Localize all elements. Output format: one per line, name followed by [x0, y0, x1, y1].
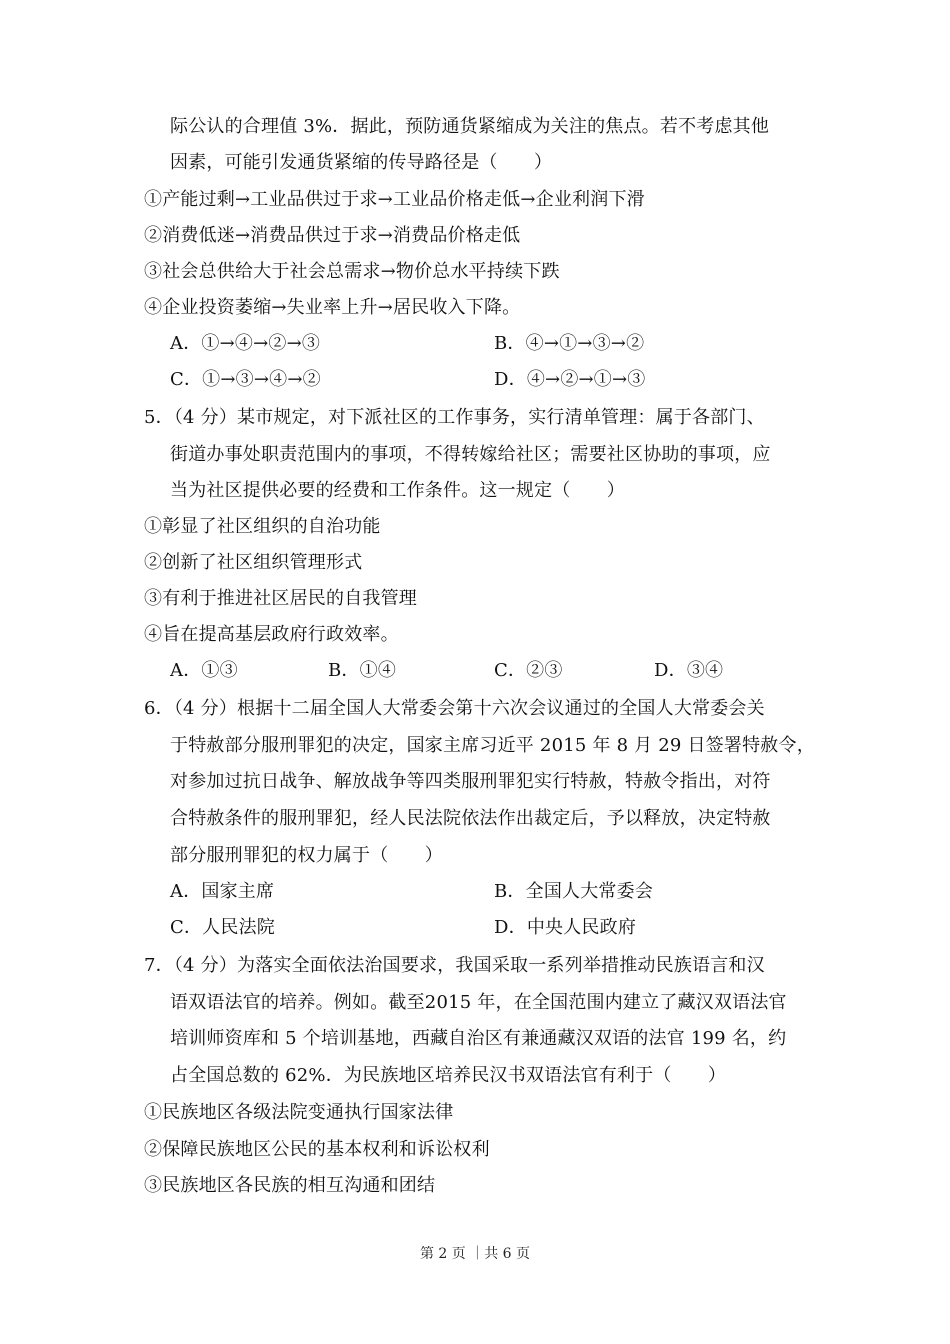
q6-option-b: B．全国人大常委会: [494, 881, 654, 902]
q5-item-3: ③有利于推进社区居民的自我管理: [144, 588, 417, 609]
q5-option-d: D．③④: [654, 660, 724, 681]
q7-item-1: ①民族地区各级法院变通执行国家法律: [144, 1102, 454, 1123]
q7-stem-line-1: 7．（4 分）为落实全面依法治国要求，我国采取一系列举措推动民族语言和汉: [144, 955, 765, 976]
q4-item-4: ④企业投资萎缩→失业率上升→居民收入下降。: [144, 297, 521, 318]
q6-option-d: D．中央人民政府: [494, 917, 637, 938]
q6-stem-line-2: 于特赦部分服刑罪犯的决定，国家主席习近平 2015 年 8 月 29 日签署特赦令，: [170, 735, 815, 756]
q4-item-2: ②消费低迷→消费品供过于求→消费品价格走低: [144, 225, 521, 246]
q4-option-d: D．④→②→①→③: [494, 369, 646, 390]
q5-option-a: A．①③: [170, 660, 238, 681]
q6-stem-line-5: 部分服刑罪犯的权力属于（ ）: [170, 845, 443, 866]
q4-item-3: ③社会总供给大于社会总需求→物价总水平持续下跌: [144, 261, 560, 282]
q4-item-1: ①产能过剩→工业品供过于求→工业品价格走低→企业利润下滑: [144, 189, 645, 210]
q7-stem-line-3: 培训师资库和 5 个培训基地，西藏自治区有兼通藏汉双语的法官 199 名，约: [170, 1028, 787, 1049]
q6-stem-line-1: 6．（4 分）根据十二届全国人大常委会第十六次会议通过的全国人大常委会关: [144, 698, 765, 719]
q5-item-1: ①彰显了社区组织的自治功能: [144, 516, 381, 537]
q7-stem-line-4: 占全国总数的 62%．为民族地区培养民汉书双语法官有利于（ ）: [170, 1065, 727, 1086]
q7-item-2: ②保障民族地区公民的基本权利和诉讼权利: [144, 1139, 490, 1160]
q6-stem-line-4: 合特赦条件的服刑罪犯，经人民法院依法作出裁定后，予以释放，决定特赦: [170, 808, 771, 829]
q5-item-4: ④旨在提高基层政府行政效率。: [144, 624, 399, 645]
q6-option-c: C．人民法院: [170, 917, 275, 938]
q7-item-3: ③民族地区各民族的相互沟通和团结: [144, 1175, 436, 1196]
q5-stem-line-1: 5．（4 分）某市规定，对下派社区的工作事务，实行清单管理：属于各部门、: [144, 407, 765, 428]
q5-stem-line-3: 当为社区提供必要的经费和工作条件。这一规定（ ）: [170, 480, 625, 501]
q6-stem-line-3: 对参加过抗日战争、解放战争等四类服刑罪犯实行特赦，特赦令指出，对符: [170, 771, 771, 792]
q5-stem-line-2: 街道办事处职责范围内的事项，不得转嫁给社区；需要社区协助的事项，应: [170, 444, 771, 465]
q7-stem-line-2: 语双语法官的培养。例如。截至2015 年，在全国范围内建立了藏汉双语法官: [170, 992, 787, 1013]
q4-option-a: A．①→④→②→③: [170, 333, 321, 354]
q4-option-b: B．④→①→③→②: [494, 333, 645, 354]
q4-stem-line-1: 际公认的合理值 3%．据此，预防通货紧缩成为关注的焦点。若不考虑其他: [170, 116, 770, 137]
q4-stem-line-2: 因素，可能引发通货紧缩的传导路径是（ ）: [170, 152, 553, 173]
page-footer: 第 2 页 ｜共 6 页: [419, 1246, 531, 1262]
q5-option-b: B．①④: [328, 660, 397, 681]
q5-item-2: ②创新了社区组织管理形式: [144, 552, 363, 573]
q6-option-a: A．国家主席: [170, 881, 275, 902]
q4-option-c: C．①→③→④→②: [170, 369, 321, 390]
q5-option-c: C．②③: [494, 660, 563, 681]
